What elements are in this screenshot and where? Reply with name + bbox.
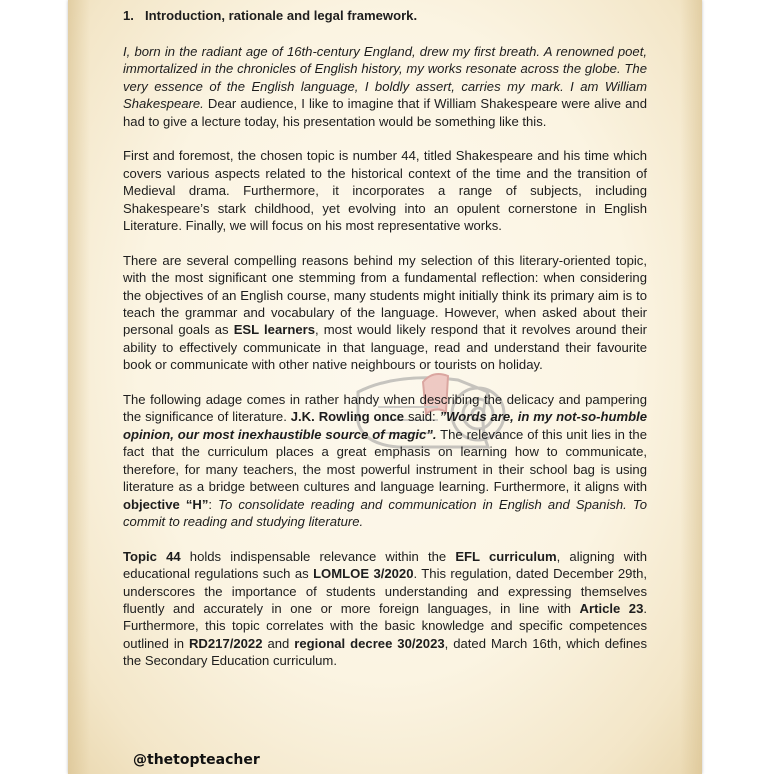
- paragraph-adage: [123, 391, 647, 530]
- legal-text-3: . This regulation, dated December 29th, underscores the importance of students understanding and expressing themselves fluently and accurately in one or more foreign languages, in line with: [123, 566, 648, 616]
- reasons-text-end: , most would likely respond that it revolves around their ability to effectively communicate in that language, read and understand their favourite book or communicate with other native neighbours or tourists on holiday.: [123, 322, 647, 373]
- legal-text-6: , dated March 16th, which defines the Secondary Education curriculum.: [123, 635, 647, 669]
- decree-term: regional decree 30/2023: [294, 635, 445, 651]
- section-title: Introduction, rationale and legal framework.: [145, 8, 418, 23]
- paragraph-topic: First and foremost, the chosen topic is number 44, titled Shakespeare and his time which covers various aspects related to the historical context of the time and the transition of Medieval drama. Furthermore, it incorporates a range of subjects, including Shakespeare’s stark childhood, yet evolving into an opulent cornerstone in English Literature. Finally, we will focus on his most representative works.: [123, 148, 647, 234]
- adage-said: said:: [404, 409, 440, 425]
- adage-relevance: The relevance of this unit lies in the fact that the curriculum places a great emphasis on learning how to communicate, therefore, for many teachers, the most powerful instrument in their school bag is using literature as a bridge between cultures and language learning. Furthermore, it aligns with: [123, 426, 647, 495]
- reasons-text: There are several compelling reasons behind my selection of this literary-oriented topic, with the most significant one stemming from a fundamental reflection: when considering the objectives of an English course, many students might initially think its primary aim is to teach the grammar and vocabulary of the language. However, when asked about their personal goals as: [123, 252, 647, 338]
- esl-learners-term: ESL learners: [233, 322, 315, 338]
- author-name: J.K. Rowling once: [290, 409, 405, 425]
- legal-text-1: holds indispensable relevance within the: [180, 548, 456, 564]
- section-heading: [123, 6, 647, 26]
- legal-text-2: , aligning with educational regulations such as: [123, 548, 647, 582]
- section-number: 1.: [123, 8, 134, 23]
- objective-label: objective “H”: [123, 496, 209, 512]
- legal-text-5: and: [262, 635, 295, 651]
- document-body: [123, 6, 647, 687]
- rd-term: RD217/2022: [188, 635, 263, 651]
- paragraph-legal: [123, 548, 647, 670]
- objective-text: To consolidate reading and communication in English and Spanish. To commit to reading and studying literature.: [123, 496, 647, 529]
- lomloe-term: LOMLOE 3/2020: [313, 566, 414, 582]
- intro-text: Dear audience, I like to imagine that if William Shakespeare were alive and had to give a lecture today, his presentation would be something like this.: [123, 96, 647, 129]
- intro-quote: I, born in the radiant age of 16th-century England, drew my first breath. A renowned poet, immortalized in the chronicles of English history, my works resonate across the globe. The very essence of the English language, I boldly assert, carries my mark. I am William Shakespeare.: [123, 44, 647, 112]
- article-term: Article 23: [579, 600, 644, 616]
- objective-colon: :: [208, 496, 219, 512]
- legal-text-4: . Furthermore, this topic correlates with the basic knowledge and specific competences outlined in: [123, 600, 647, 651]
- adage-text: The following adage comes in rather handy when describing the delicacy and pampering the significance of literature.: [123, 392, 647, 425]
- topic-term: Topic 44: [123, 548, 181, 564]
- efl-term: EFL curriculum: [455, 548, 557, 564]
- paragraph-reasons: [123, 252, 647, 374]
- footer-handle: @thetopteacher: [133, 752, 260, 768]
- document-page: [68, 0, 702, 774]
- rowling-quote: ”Words are, in my not-so-humble opinion, our most inexhaustible source of magic”.: [123, 409, 648, 442]
- paragraph-intro: [123, 43, 647, 130]
